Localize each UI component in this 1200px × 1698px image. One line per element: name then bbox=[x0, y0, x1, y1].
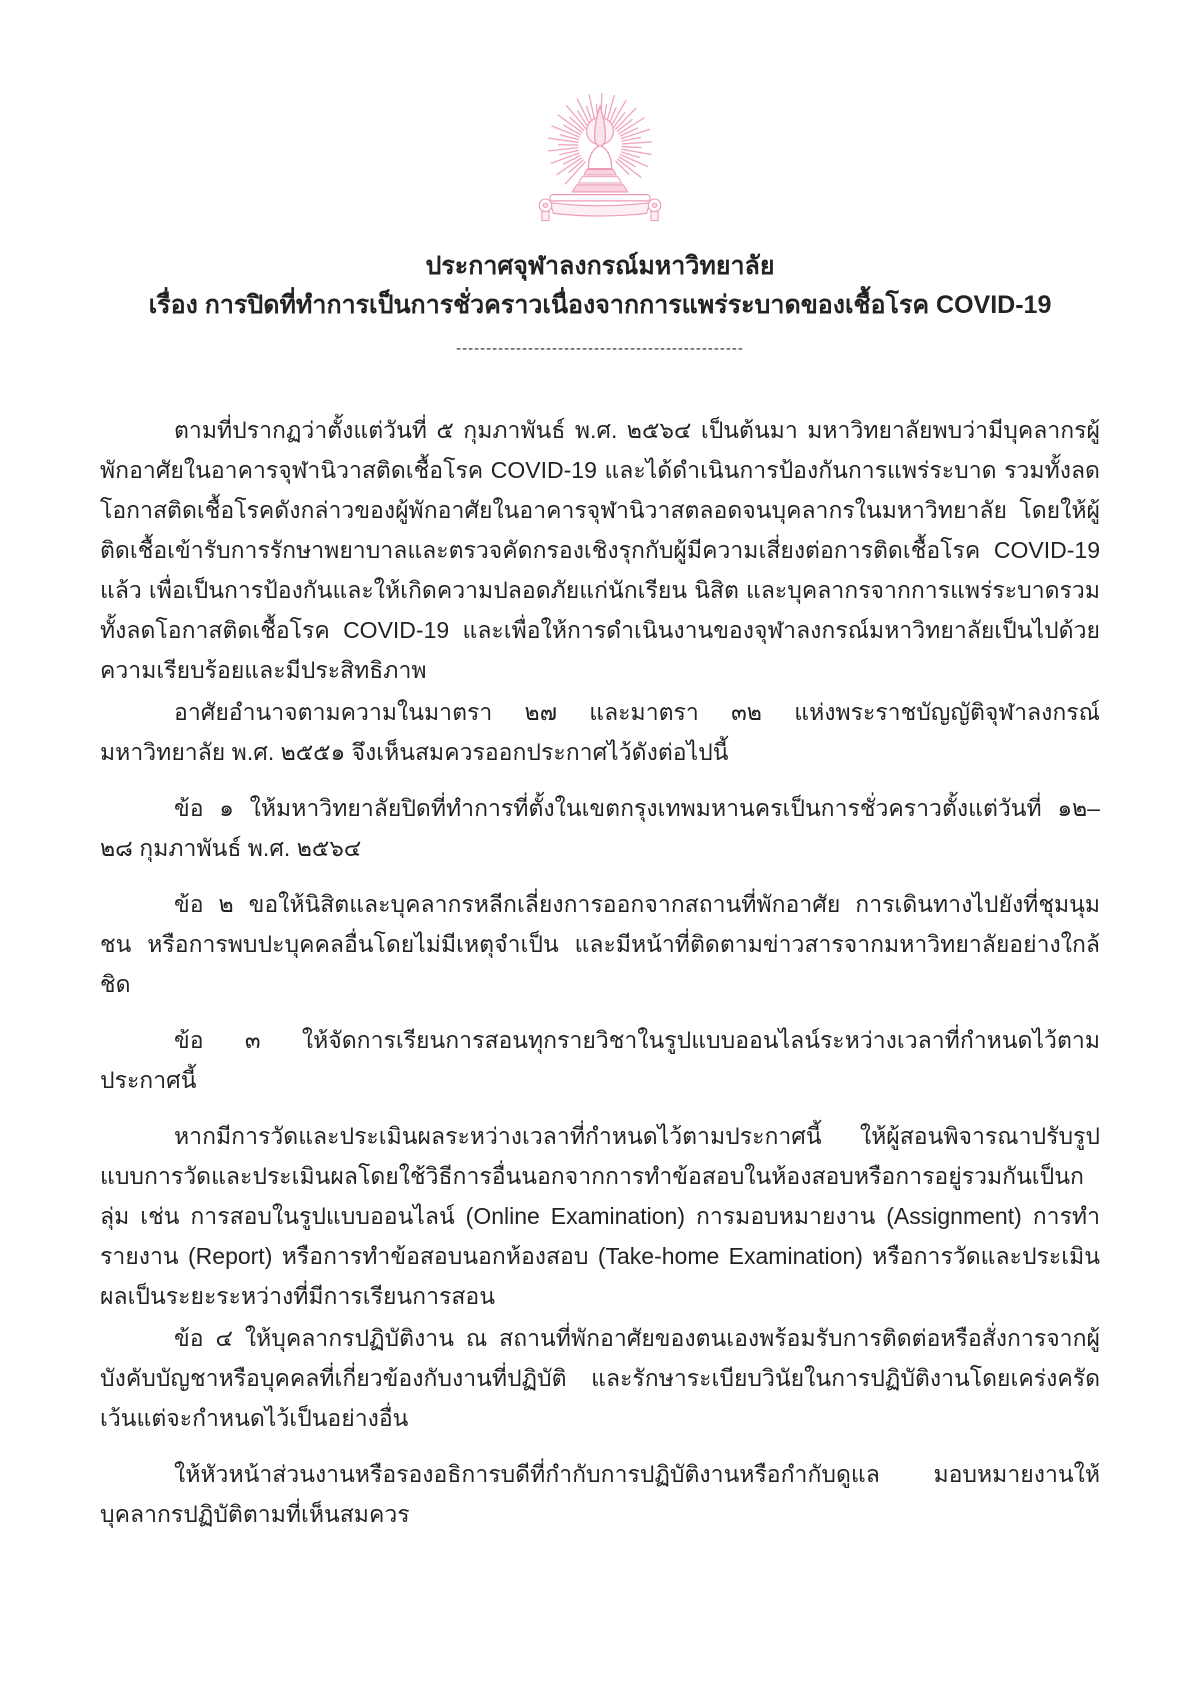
emblem-ray bbox=[616, 108, 636, 129]
paragraph-clause-3: ข้อ ๓ ให้จัดการเรียนการสอนทุกรายวิชาในรูปแบบออนไลน์ระหว่างเวลาที่กำหนดไว้ตามประกาศนี้ bbox=[100, 1027, 1100, 1093]
document-title: ประกาศจุฬาลงกรณ์มหาวิทยาลัย bbox=[425, 252, 775, 280]
paragraph-clause-4: ข้อ ๔ ให้บุคลากรปฏิบัติงาน ณ สถานที่พักอาศัยของตนเองพร้อมรับการติดต่อหรือสั่งการจากผู้บังคับบัญชาหรือบุคคลที่เกี่ยวข้องกับงานที่ปฏิบัติ และรักษาระเบียบวินัยในการปฏิบัติงานโดยเคร่งครัด เว้นแต่จะกำหนดไว้เป็นอย่างอื่น bbox=[100, 1325, 1100, 1431]
crown-spire bbox=[595, 106, 606, 146]
paragraph-assessment: หากมีการวัดและประเมินผลระหว่างเวลาที่กำหนดไว้ตามประกาศนี้ ให้ผู้สอนพิจารณาปรับรูปแบบการวัดและประเมินผลโดยใช้วิธีการอื่นนอกจากการทำข้อสอบในห้องสอบหรือการอยู่รวมกันเป็นกลุ่ม เช่น การสอบในรูปแบบออนไลน์ (Online Examination) การมอบหมายงาน (Assignment) การทำรายงาน (Report) หรือการทำข้อสอบนอกห้องสอบ (Take-home Examination) หรือการวัดและประเมินผลเป็นระยะระหว่างที่มีการเรียนการสอน bbox=[100, 1123, 1100, 1309]
pedestal-tier-1 bbox=[584, 170, 616, 175]
dashed-divider: ------------------------------------------------ bbox=[456, 340, 744, 357]
cushion-foot-right bbox=[651, 212, 658, 221]
university-logo bbox=[495, 90, 705, 242]
paragraph-assignment: ให้หัวหน้าส่วนงานหรือรองอธิการบดีที่กำกับการปฏิบัติงานหรือกำกับดูแล มอบหมายงานให้บุคลากรปฏิบัติตามที่เห็นสมควร bbox=[100, 1461, 1100, 1527]
paragraph-clause-1: ข้อ ๑ ให้มหาวิทยาลัยปิดที่ทำการที่ตั้งในเขตกรุงเทพมหานครเป็นการชั่วคราวตั้งแต่วันที่ ๑๒–๒๘ กุมภาพันธ์ พ.ศ. ๒๕๖๔ bbox=[100, 795, 1100, 861]
cushion-scroll-right-center bbox=[652, 203, 657, 208]
document-body bbox=[100, 410, 1100, 1534]
emblem-ray bbox=[622, 142, 652, 144]
phra-kiao-emblem-icon bbox=[495, 90, 705, 242]
paragraph-legal-basis: อาศัยอำนาจตามความในมาตรา ๒๗ และมาตรา ๓๒ แห่งพระราชบัญญัติจุฬาลงกรณ์มหาวิทยาลัย พ.ศ. ๒๕๕๑ จึงเห็นสมควรออกประกาศไว้ดังต่อไปนี้ bbox=[100, 699, 1100, 765]
emblem-ray bbox=[548, 148, 577, 151]
cushion-scroll-left-center bbox=[543, 203, 548, 208]
cushion-top bbox=[550, 195, 650, 201]
emblem-ray bbox=[622, 147, 641, 148]
paragraph-preamble: ตามที่ปรากฏว่าตั้งแต่วันที่ ๕ กุมภาพันธ์ พ.ศ. ๒๕๖๔ เป็นต้นมา มหาวิทยาลัยพบว่ามีบุคลากรผู้พักอาศัยในอาคารจุฬานิวาสติดเชื้อโรค COVID-19 และได้ดำเนินการป้องกันการแพร่ระบาด รวมทั้งลดโอกาสติดเชื้อโรคดังกล่าวของผู้พักอาศัยในอาคารจุฬานิวาสตลอดจนบุคลากรในมหาวิทยาลัย โดยให้ผู้ติดเชื้อเข้ารับการรักษาพยาบาลและตรวจคัดกรองเชิงรุกกับผู้มีความเสี่ยงต่อการติดเชื้อโรค COVID-19 แล้ว เพื่อเป็นการป้องกันและให้เกิดความปลอดภัยแก่นักเรียน นิสิต และบุคลากรจากการแพร่ระบาดรวมทั้งลดโอกาสติดเชื้อโรค COVID-19 และเพื่อให้การดำเนินงานของจุฬาลงกรณ์มหาวิทยาลัยเป็นไปด้วยความเรียบร้อยและมีประสิทธิภาพ bbox=[100, 417, 1100, 683]
document-subject: เรื่อง การปิดที่ทำการเป็นการชั่วคราวเนื่องจากการแพร่ระบาดของเชื้อโรค COVID-19 bbox=[148, 291, 1052, 319]
crown-bell bbox=[588, 145, 611, 168]
pedestal-tier-2 bbox=[579, 177, 622, 183]
cushion-foot-left bbox=[542, 212, 549, 221]
pedestal-tier-3 bbox=[572, 185, 627, 192]
cushion-body bbox=[550, 203, 650, 216]
paragraph-clause-2: ข้อ ๒ ขอให้นิสิตและบุคลากรหลีกเลี่ยงการออกจากสถานที่พักอาศัย การเดินทางไปยังที่ชุมนุมชน หรือการพบปะบุคคลอื่นโดยไม่มีเหตุจำเป็น และมีหน้าที่ติดตามข่าวสารจากมหาวิทยาลัยอย่างใกล้ชิด bbox=[100, 891, 1100, 997]
